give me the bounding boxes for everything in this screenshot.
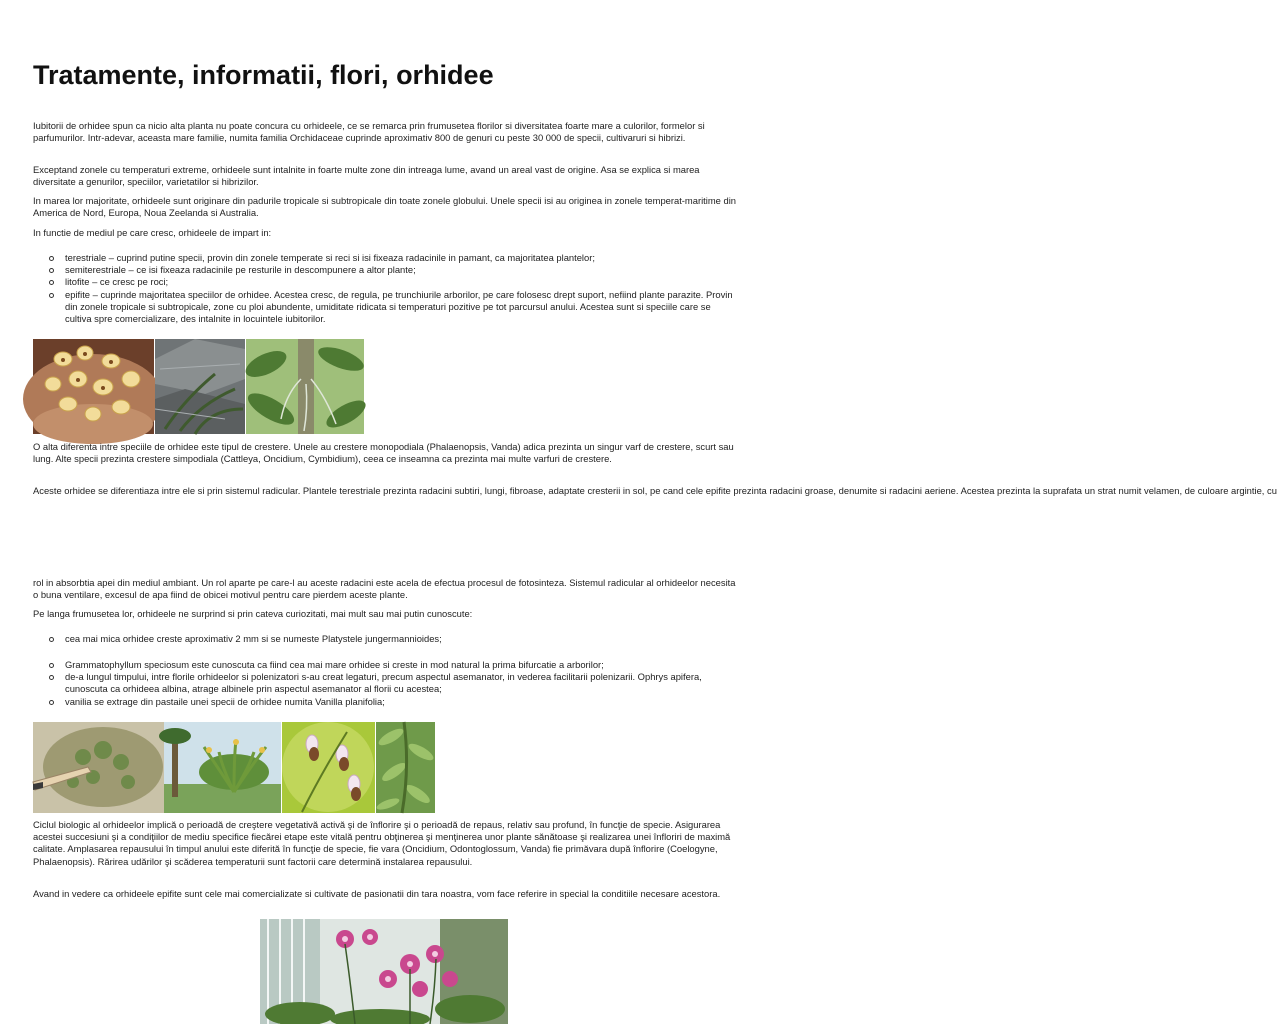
epiphytes-paragraph: Avand in vedere ca orhideele epifite sunt cele mai comercializate si cultivate de pasionatii din tara noastra, vom face referire in special la conditiile necesare acestora. [33, 888, 721, 899]
curiosities-first-list [33, 633, 738, 645]
list-item: litofite – ce cresc pe roci; [33, 276, 738, 288]
roots-paragraph: Aceste orhidee se diferentiaza intre ele si prin sistemul radicular. Plantele terestriale prezinta radacini subtiri, lungi, fibroase, adaptate cresterii in sol, pe cand cele epifite prezinta radacini groase, denumite si radacini aeriene. Acestea prezinta la suprafata un strat numit velamen, de culoare argintie, cu [33, 485, 1277, 496]
page-title: Tratamente, informatii, flori, orhidee [33, 60, 494, 90]
orchid-photo-2 [155, 339, 245, 434]
intro-paragraph-4: In functie de mediul pe care cresc, orhideele de impart in: [33, 227, 272, 238]
cycle-paragraph: Ciclul biologic al orhideelor implică o perioadă de creştere vegetativă activă şi de înflorire şi o perioadă de repaus, relativ sau profund, în funcţie de specie. Asigurarea acestei succesiuni şi a condiţiilor de mediu specifice fiecărei etape este vitală pentru obţinerea şi menţinerea unor plante sănătoase şi realizarea unei înfloriri de maximă calitate. Amplasarea repausului în timpul anului este diferită în funcţie de specie, fie vara (Oncidium, Odontoglossum, Vanda) fie primăvara după înflorire (Coelogyne, Phalaenopsis). Rărirea udărilor şi scăderea temperaturii sunt factorii care determină instalarea repausului. [33, 819, 731, 867]
orchid-photo-8 [260, 919, 508, 1024]
orchid-types-list [33, 252, 738, 325]
list-item: cea mai mica orhidee creste aproximativ 2 mm si se numeste Platystele jungermannioides; [33, 633, 738, 645]
intro-paragraph-3: In marea lor majoritate, orhideele sunt originare din padurile tropicale si subtropicale din toate zonele globului. Unele specii isi au originea in zonele temperat-maritime din America de Nord, Europa, Noua Zeelanda si Australia. [33, 195, 736, 219]
orchid-photo-4 [33, 722, 164, 813]
intro-paragraph-2: Exceptand zonele cu temperaturi extreme, orhideele sunt intalnite in foarte multe zone din intreaga lume, avand un areal vast de origine. Asa se explica si marea diversitate a genurilor, speciilor, varietatilor si hibrizilor. [33, 164, 700, 188]
intro-paragraph-1: Iubitorii de orhidee spun ca nicio alta planta nu poate concura cu orhideele, ce se remarca prin frumusetea florilor si diversitatea foarte mare a culorilor, formelor si parfumurilor. Intr-adevar, aceasta mare familie, numita familia Orchidaceae cuprinde aproximativ 800 de genuri cu peste 30 000 de specii, cultivaruri si hibrizi. [33, 120, 705, 144]
orchid-photo-1 [33, 339, 154, 434]
orchid-photo-6 [282, 722, 375, 813]
growth-paragraph: O alta diferenta intre speciile de orhidee este tipul de crestere. Unele au crestere monopodiala (Phalaenopsis, Vanda) adica prezinta un singur varf de crestere, scurt sau lung. Alte specii prezinta crestere simpodiala (Cattleya, Oncidium, Cymbidium), ceea ce inseamna ca prezinta mai multe varfuri de crestere. [33, 441, 734, 465]
list-item: Grammatophyllum speciosum este cunoscuta ca fiind cea mai mare orhidee si creste in mod natural la prima bifurcatie a arborilor; [33, 659, 738, 671]
list-item: de-a lungul timpului, intre florile orhideelor si polenizatori s-au creat legaturi, precum aspectul asemanator, in vederea facilitarii polenizarii. Ophrys apifera, cunoscuta ca orhideea albina, atrage albinele prin aspectul asemanator al florii cu acestea; [33, 671, 738, 695]
curiosities-intro: Pe langa frumusetea lor, orhideele ne surprind si prin cateva curiozitati, mai mult sau mai putin cunoscute: [33, 608, 473, 619]
curiosities-list [33, 659, 738, 708]
orchid-photo-7 [376, 722, 435, 813]
roots-paragraph-continued: rol in absorbtia apei din mediul ambiant. Un rol aparte pe care-l au aceste radacini este acela de efectua procesul de fotosinteza. Sistemul radicular al orhideelor necesita o buna ventilare, excesul de apa fiind de obicei motivul pentru care pierdem aceste plante. [33, 577, 736, 601]
orchid-photo-3 [246, 339, 364, 434]
list-item: semiterestriale – ce isi fixeaza radacinile pe resturile in descompunere a altor plante; [33, 264, 738, 276]
list-item: terestriale – cuprind putine specii, provin din zonele temperate si reci si isi fixeaza radacinile in pamant, ca majoritatea plantelor; [33, 252, 738, 264]
orchid-photo-5 [164, 722, 281, 813]
list-item: epifite – cuprinde majoritatea speciilor de orhidee. Acestea cresc, de regula, pe trunchiurile arborilor, pe care folosesc drept suport, nefiind plante parazite. Provin din zonele tropicale si subtropicale, zone cu ploi abundente, umiditate ridicata si temperaturi pozitive pe tot parcursul anului. Acestea sunt si speciile care se cultiva spre comercializare, des intalnite in locuintele iubitorilor. [33, 289, 738, 326]
list-item: vanilia se extrage din pastaile unei specii de orhidee numita Vanilla planifolia; [33, 696, 738, 708]
